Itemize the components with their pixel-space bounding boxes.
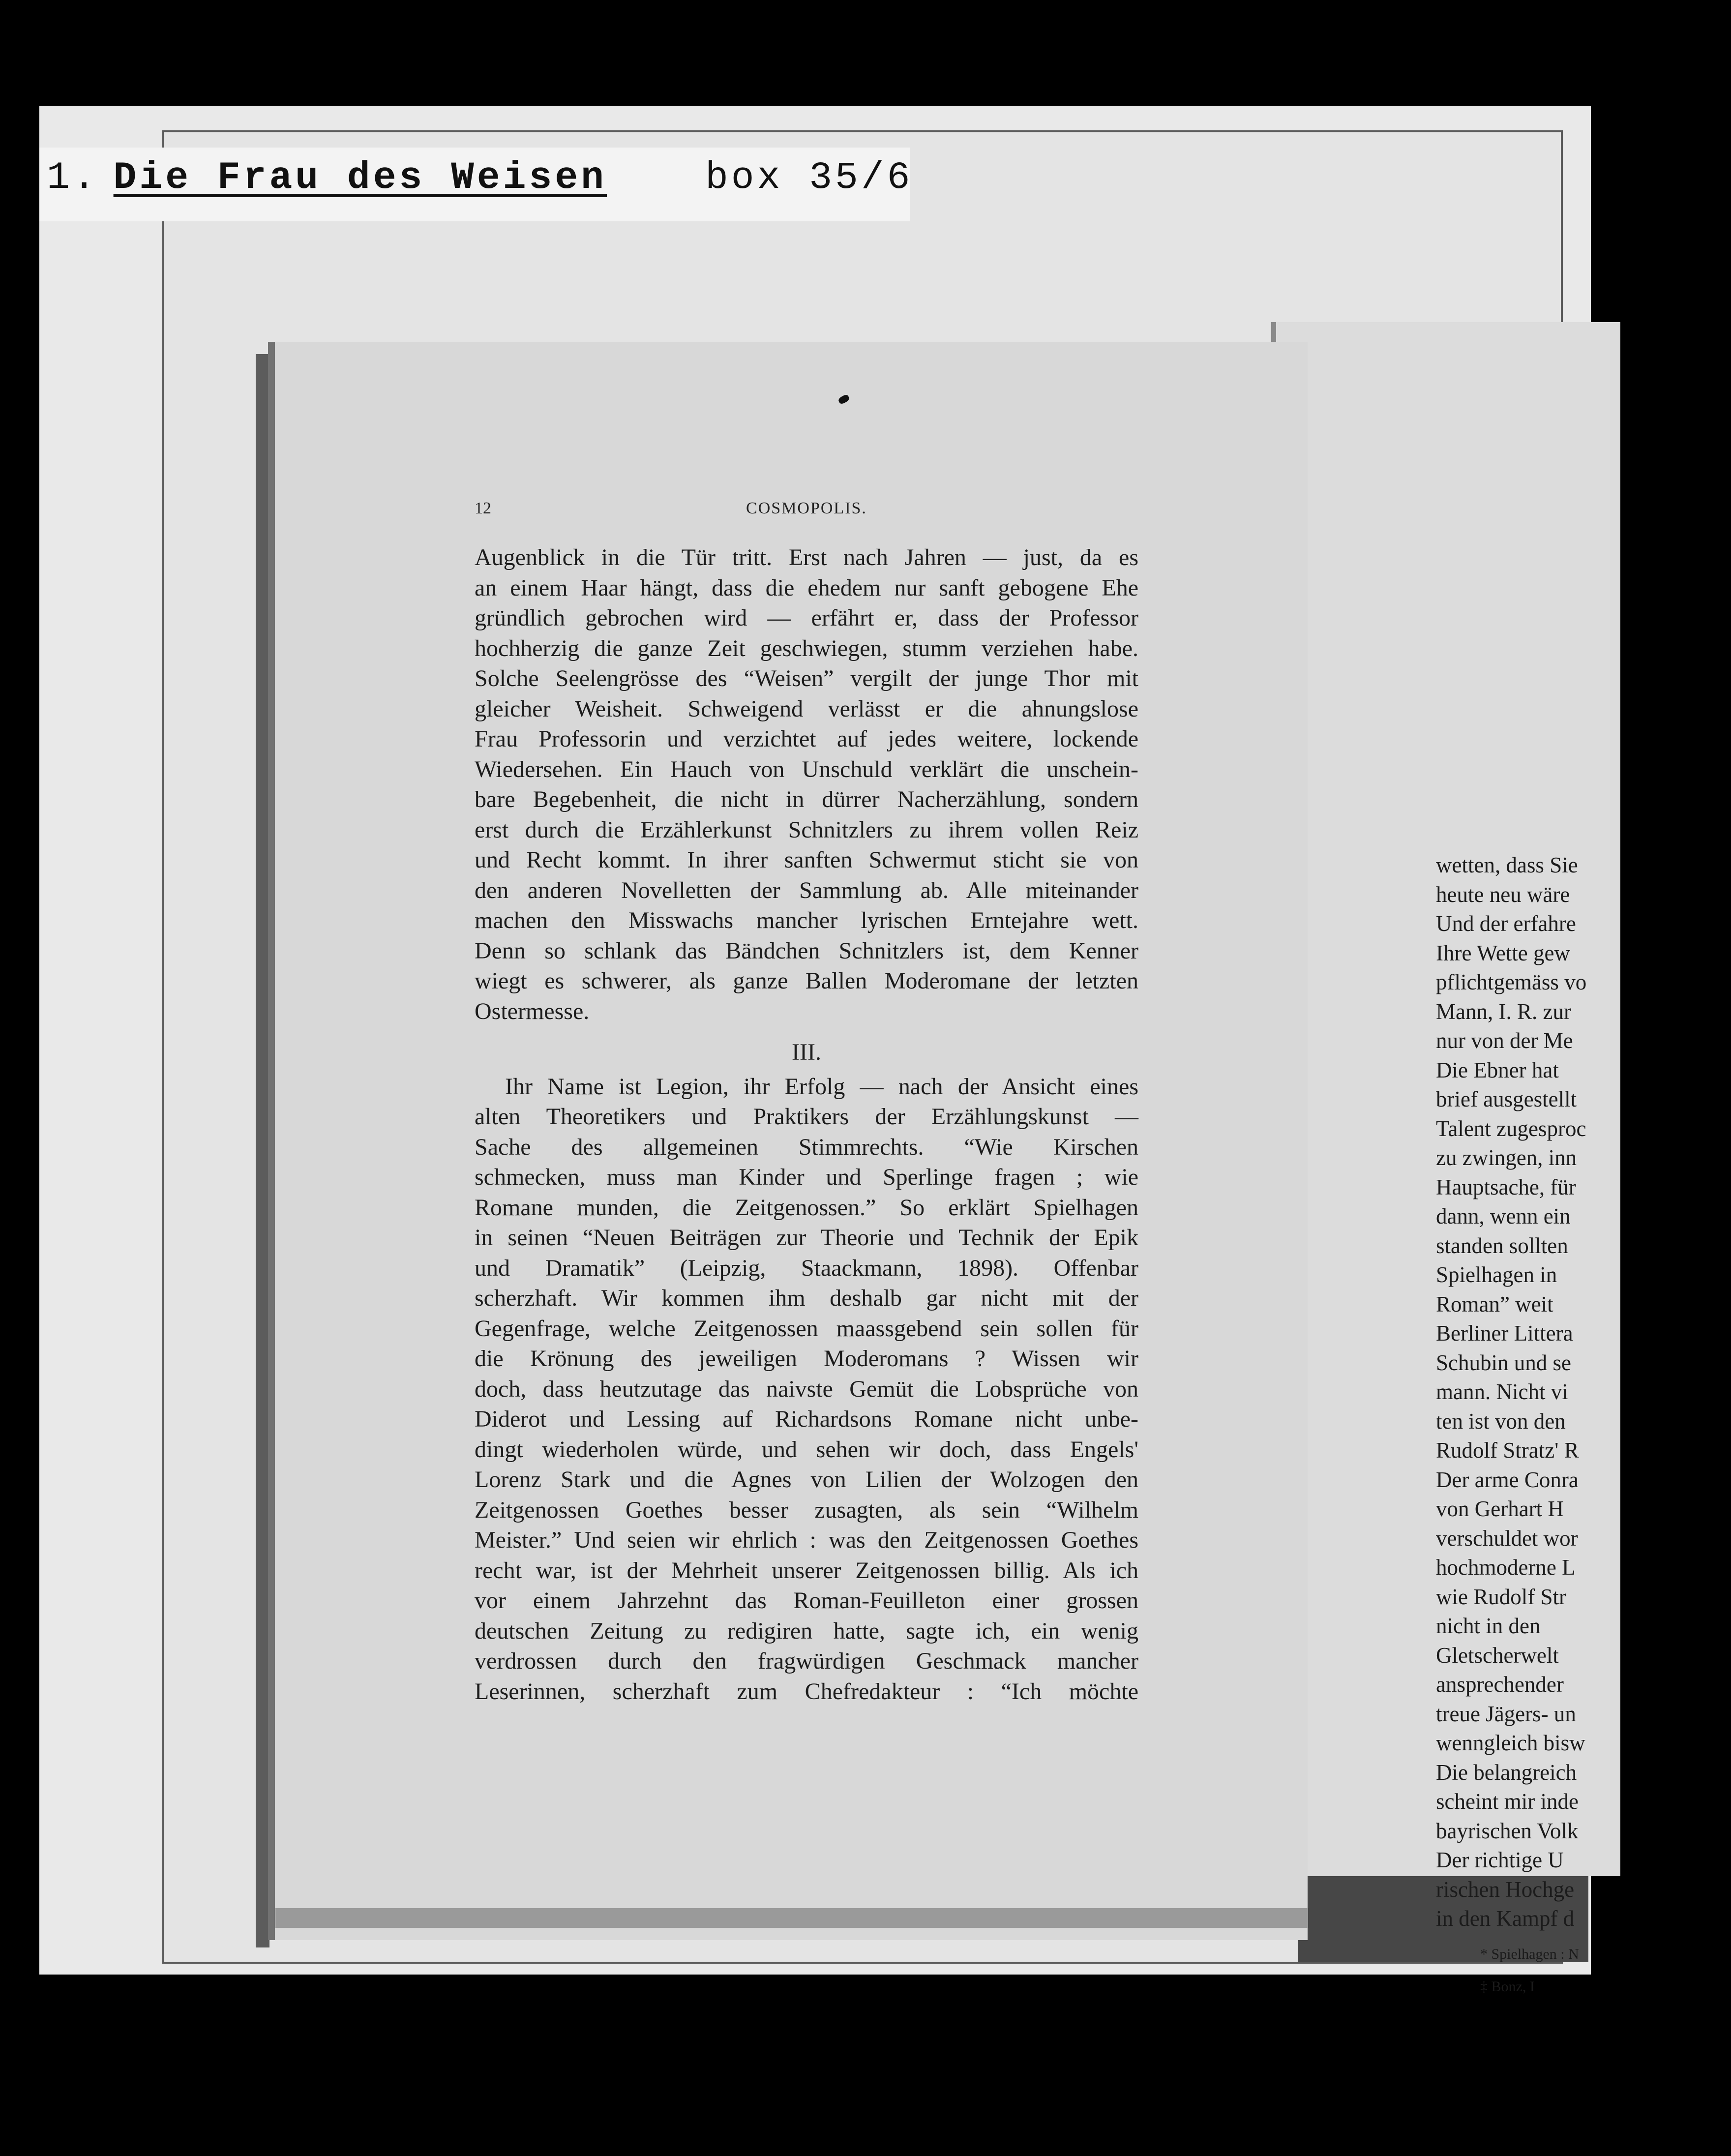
back-page-line: in den Kampf d (1436, 1906, 1575, 1931)
back-page-text (1436, 851, 1731, 1999)
back-page-line: wetten, dass Sie (1436, 853, 1578, 877)
text-line: bare Begebenheit, die nicht in dürrer Nacherzählung, sondern (475, 786, 1138, 812)
back-page-footnote: * Spielhagen : N (1480, 1946, 1579, 1962)
back-page-line: Talent zugesproc (1436, 1116, 1586, 1141)
text-line: schmecken, muss man Kinder und Sperlinge fragen ; wie (475, 1164, 1138, 1190)
text-line: Sache des allgemeinen Stimmrechts. “Wie Kirschen (475, 1134, 1138, 1160)
back-page-line: brief ausgestellt (1436, 1087, 1577, 1111)
text-line: an einem Haar hängt, dass die ehedem nur sanft gebogene Ehe (475, 574, 1138, 601)
text-line: die Krönung des jeweiligen Moderomans ? Wissen wir (475, 1346, 1138, 1372)
text-line: Romane munden, die Zeitgenossen.” So erklärt Spielhagen (475, 1194, 1138, 1221)
text-line: erst durch die Erzählerkunst Schnitzlers zu ihrem vollen Reiz (475, 816, 1138, 843)
text-line: recht war, ist der Mehrheit unserer Zeitgenossen billig. Als ich (475, 1557, 1138, 1584)
back-page-line: zu zwingen, inn (1436, 1145, 1577, 1170)
text-line: alten Theoretikers und Praktikers der Erzählungskunst — (475, 1104, 1138, 1130)
text-line: Gegenfrage, welche Zeitgenossen maassgebend sein sollen für (475, 1315, 1138, 1342)
back-page-line: Der richtige U (1436, 1848, 1564, 1872)
text-line: scherzhaft. Wir kommen ihm deshalb gar nicht mit der (475, 1285, 1138, 1311)
label-title: Die Frau des Weisen (113, 156, 607, 200)
back-page-line: Berliner Littera (1436, 1321, 1573, 1346)
text-line: Wiedersehen. Ein Hauch von Unschuld verklärt die unschein- (475, 756, 1138, 782)
back-page-line: Spielhagen in (1436, 1262, 1557, 1287)
text-line: hochherzig die ganze Zeit geschwiegen, stumm verziehen habe. (475, 635, 1138, 661)
back-page-line: Hauptsache, für (1436, 1174, 1576, 1199)
back-page-line: Die Ebner hat (1436, 1057, 1559, 1082)
running-header (475, 499, 1138, 529)
back-page-line: wie Rudolf Str (1436, 1584, 1566, 1609)
back-page-line: Gletscherwelt (1436, 1643, 1559, 1668)
back-page-line: Rudolf Stratz' R (1436, 1438, 1579, 1463)
back-page-line: Roman” weit (1436, 1291, 1553, 1317)
back-page-line: heute neu wäre (1436, 882, 1570, 907)
text-line: Frau Professorin und verzichtet auf jedes weitere, lockende (475, 726, 1138, 752)
front-page-edge-shadow (256, 354, 269, 1947)
back-page-line: Die belangreich (1436, 1760, 1577, 1785)
back-page-line: Schubin und se (1436, 1350, 1571, 1375)
front-page-body (475, 542, 1138, 1707)
text-line: Ihr Name ist Legion, ihr Erfolg — nach der Ansicht eines (505, 1073, 1138, 1100)
front-page-bottom-edge (275, 1908, 1308, 1928)
back-page-line: Der arme Conra (1436, 1467, 1579, 1492)
text-line: vor einem Jahrzehnt das Roman-Feuilleton einer grossen (475, 1587, 1138, 1614)
archive-label (47, 156, 913, 200)
back-page-line: wenngleich bisw (1436, 1731, 1585, 1755)
text-line: Diderot und Lessing auf Richardsons Romane nicht unbe- (475, 1406, 1138, 1432)
paragraph-1 (475, 542, 1138, 1026)
label-box-number: box 35/6 (705, 156, 913, 200)
text-line: Solche Seelengrösse des “Weisen” vergilt der junge Thor mit (475, 665, 1138, 691)
back-page-line: nur von der Me (1436, 1028, 1573, 1053)
back-page-line: scheint mir inde (1436, 1789, 1579, 1814)
back-page-line: standen sollten (1436, 1233, 1568, 1258)
back-page-line: bayrischen Volk (1436, 1818, 1579, 1843)
running-head-title: COSMOPOLIS. (746, 499, 867, 517)
text-line: gründlich gebrochen wird — erfährt er, dass der Professor (475, 605, 1138, 631)
section-heading: III. (792, 1039, 821, 1065)
text-line: Ostermesse. (475, 998, 590, 1024)
text-line: Zeitgenossen Goethes besser zusagten, als sein “Wilhelm (475, 1497, 1138, 1523)
back-page-footnote: ‡ Bonz, I (1480, 1978, 1535, 1995)
back-page-line: ansprechender (1436, 1672, 1564, 1697)
page-number: 12 (475, 499, 491, 517)
text-line: und Recht kommt. In ihrer sanften Schwermut sticht sie von (475, 847, 1138, 873)
back-page-line: nicht in den (1436, 1614, 1541, 1638)
back-page-line: pflichtgemäss vo (1436, 970, 1587, 994)
text-line: Leserinnen, scherzhaft zum Chefredakteur : “Ich möchte (475, 1678, 1138, 1705)
text-line: gleicher Weisheit. Schweigend verlässt er die ahnungslose (475, 695, 1138, 722)
text-line: doch, dass heutzutage das naivste Gemüt die Lobsprüche von (475, 1376, 1138, 1402)
back-page-line: Mann, I. R. zur (1436, 999, 1571, 1024)
back-page-line: von Gerhart H (1436, 1497, 1564, 1521)
text-line: Augenblick in die Tür tritt. Erst nach Jahren — just, da es (475, 544, 1138, 570)
text-line: in seinen “Neuen Beiträgen zur Theorie und Technik der Epik (475, 1225, 1138, 1251)
text-line: Lorenz Stark und die Agnes von Lilien der Wolzogen den (475, 1467, 1138, 1493)
text-line: deutschen Zeitung zu redigiren hatte, sagte ich, ein wenig (475, 1617, 1138, 1644)
label-number: 1. (47, 156, 99, 200)
text-line: Denn so schlank das Bändchen Schnitzlers ist, dem Kenner (475, 937, 1138, 964)
paragraph-2 (475, 1072, 1138, 1707)
text-line: machen den Misswachs mancher lyrischen Erntejahre wett. (475, 907, 1138, 933)
text-line: dingt wiederholen würde, und sehen wir doch, dass Engels' (475, 1436, 1138, 1463)
text-line: Meister.” Und seien wir ehrlich : was den Zeitgenossen Goethes (475, 1527, 1138, 1553)
text-line: den anderen Novelletten der Sammlung ab. Alle miteinander (475, 877, 1138, 903)
back-page-line: mann. Nicht vi (1436, 1379, 1568, 1404)
text-line: wiegt es schwerer, als ganze Ballen Moderomane der letzten (475, 968, 1138, 994)
back-page-line: Und der erfahre (1436, 911, 1576, 936)
text-line: verdrossen durch den fragwürdigen Geschmack mancher (475, 1648, 1138, 1674)
back-page-line: treue Jägers- un (1436, 1701, 1576, 1726)
back-page-line: Ihre Wette gew (1436, 940, 1570, 965)
back-page-line: rischen Hochge (1436, 1877, 1575, 1902)
back-page-line: verschuldet wor (1436, 1526, 1578, 1551)
back-page-line: hochmoderne L (1436, 1555, 1576, 1580)
back-page-line: dann, wenn ein (1436, 1204, 1571, 1228)
back-page (1271, 322, 1620, 1995)
back-page-line: ten ist von den (1436, 1408, 1566, 1434)
text-line: und Dramatik” (Leipzig, Staackmann, 1898). Offenbar (475, 1255, 1138, 1281)
